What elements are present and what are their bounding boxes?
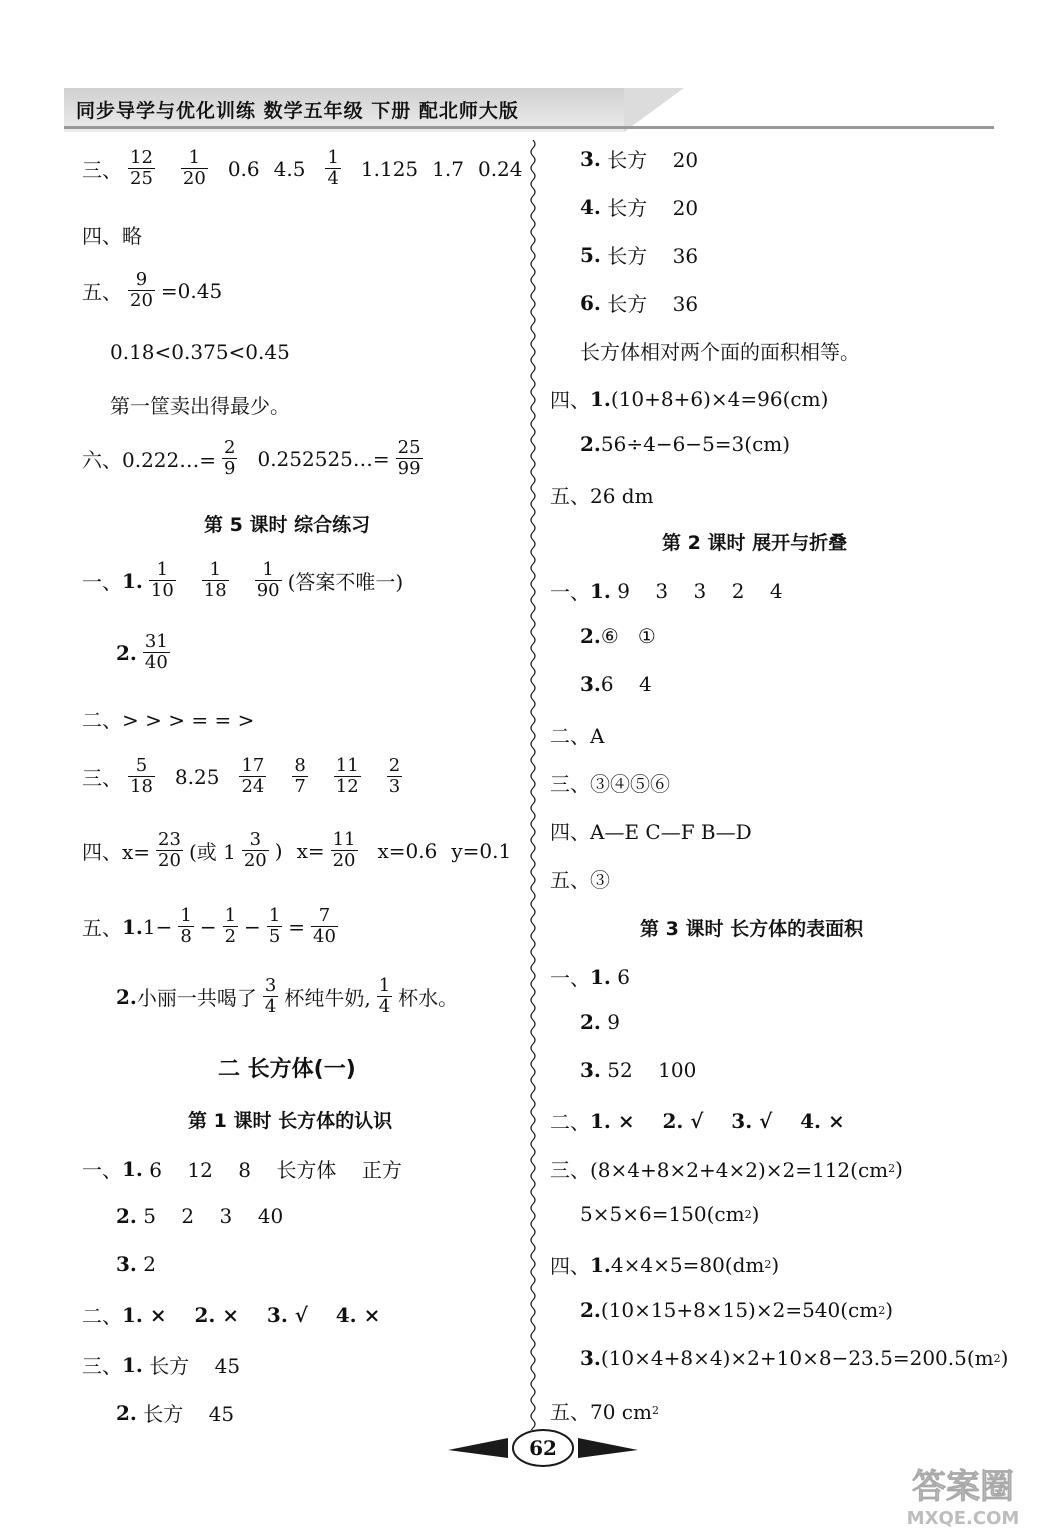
answer-r5: 长方体相对两个面的面积相等。	[580, 340, 860, 364]
answer-g8: 2. (10×15+8×15)×2=540(cm 2 )	[580, 1298, 894, 1322]
item-label: 三、	[82, 158, 122, 182]
answer-line-4: 四、略	[82, 224, 142, 248]
answer-r2: 4. 长方 20	[580, 194, 699, 220]
answer-c1: 一、 1. 6 12 8 长方体 正方	[82, 1156, 402, 1182]
fraction: $\frac{7}{40}$	[313, 905, 336, 947]
answer-e2: 2. ⑥ ①	[580, 624, 656, 648]
answer-r6: 四、 1. (10+8+6)×4=96(cm)	[550, 386, 829, 412]
answer-r3: 5. 长方 36	[580, 242, 699, 268]
header-rule	[64, 126, 994, 129]
answer-c5: 三、 1. 长方 45	[82, 1352, 241, 1378]
fraction: $\frac{12}{25}$	[130, 147, 153, 189]
fraction: $\frac{8}{7}$	[294, 755, 306, 797]
fraction: $\frac{31}{40}$	[144, 631, 168, 673]
answer-line-5c: 第一筐卖出得最少。	[110, 394, 290, 418]
answer-e7: 五、③	[550, 868, 610, 892]
book-title: 同步导学与优化训练 数学五年级 下册 配北师大版	[76, 100, 519, 122]
answer-g5: 三、(8×4+8×2+4×2)×2=112(cm 2 )	[550, 1156, 903, 1182]
answer-e3: 3. 6 4	[580, 672, 652, 696]
answer-s2: 二、> > > = = >	[82, 708, 255, 732]
fraction: $\frac{1}{10}$	[150, 559, 174, 601]
fraction: $\frac{3}{20}$	[243, 829, 267, 871]
fraction: $\frac{1}{20}$	[182, 147, 206, 189]
answer-line-3: 三、 $\frac{12}{25}$ $\frac{1}{20}$ 0.6 4.5 $\frac{1}{4}$ 1.125 1.7 0.24	[82, 147, 523, 189]
fraction: $\frac{11}{12}$	[335, 755, 359, 797]
answer-r8: 五、26 dm	[550, 484, 654, 508]
answer-s3: 三、 $\frac{5}{18}$ 8.25 $\frac{17}{24}$ $\frac{8}{7}$ $\frac{11}{12}$ $\frac{2}{3}$	[82, 755, 401, 797]
page-number: 62	[529, 1436, 557, 1460]
fraction: $\frac{1}{8}$	[180, 905, 192, 947]
answer-s1b: 2. $\frac{31}{40}$	[116, 631, 168, 673]
answer-g3: 3. 52 100	[580, 1058, 697, 1082]
answer-c3: 3. 2	[116, 1252, 156, 1276]
page-header	[64, 88, 994, 132]
fraction: $\frac{1}{4}$	[327, 147, 339, 189]
page-number-banner	[448, 1420, 638, 1470]
fraction: $\frac{9}{20}$	[130, 269, 153, 311]
answer-s5: 五、 1. 1− $\frac{1}{8}$ − $\frac{1}{2}$ − $\frac{1}{5}$ = $\frac{7}{40}$	[82, 905, 336, 947]
answer-e6: 四、A—E C—F B—D	[550, 820, 752, 844]
chapter-title: 二 长方体(一)	[218, 1057, 356, 1082]
fraction: $\frac{1}{2}$	[224, 905, 237, 947]
column-divider	[528, 140, 538, 1430]
section-heading: 第 1 课时 长方体的认识	[188, 1110, 393, 1132]
watermark-text: 答案圈	[912, 1467, 1014, 1507]
answer-g9: 3. (10×4+8×4)×2+10×8−23.5=200.5(m 2 )	[580, 1346, 1009, 1370]
fraction: $\frac{1}{90}$	[256, 559, 280, 601]
answer-e5: 三、③④⑤⑥	[550, 772, 670, 796]
answer-g4: 二、 1. × 2. √ 3. √ 4. ×	[550, 1108, 845, 1134]
answer-r1: 3. 长方 20	[580, 146, 699, 172]
answer-c6: 2. 长方 45	[116, 1400, 235, 1426]
answer-e4: 二、A	[550, 724, 605, 748]
fraction: $\frac{2}{9}$	[224, 437, 236, 479]
fraction: $\frac{2}{3}$	[388, 755, 401, 797]
answer-r7: 2. 56÷4−6−5=3(cm)	[580, 432, 791, 456]
answer-s4: 四、x= $\frac{23}{20}$ (或 1 $\frac{3}{20}$ ) x= $\frac{11}{20}$ x=0.6 y=0.1	[82, 829, 512, 871]
section-heading: 第 3 课时 长方体的表面积	[640, 918, 864, 940]
answer-s5b: 2. 小丽一共喝了 $\frac{3}{4}$ 杯纯牛奶, $\frac{1}{4}$ 杯水。	[116, 975, 459, 1017]
answer-line-5: 五、 $\frac{9}{20}$ =0.45	[82, 269, 223, 311]
answer-c4: 二、 1. × 2. × 3. √ 4. ×	[82, 1302, 381, 1328]
watermark-logo	[888, 1460, 1038, 1530]
watermark-url: MXQE.COM	[906, 1508, 1020, 1529]
answer-line-5b: 0.18<0.375<0.45	[110, 340, 290, 364]
answer-g2: 2. 9	[580, 1010, 620, 1034]
fraction: $\frac{5}{18}$	[130, 755, 153, 797]
answer-g10: 五、70 cm 2	[550, 1400, 659, 1424]
fraction: $\frac{23}{20}$	[158, 829, 181, 871]
fraction: $\frac{25}{99}$	[397, 437, 421, 479]
fraction: $\frac{1}{18}$	[203, 559, 227, 601]
answer-g6: 5×5×6=150(cm 2 )	[580, 1202, 760, 1226]
answer-g1: 一、 1. 6	[550, 964, 630, 990]
fraction: $\frac{17}{24}$	[241, 755, 265, 797]
section-heading: 第 2 课时 展开与折叠	[662, 532, 848, 554]
answer-c2: 2. 5 2 3 40	[116, 1204, 284, 1228]
answer-r4: 6. 长方 36	[580, 290, 699, 316]
fraction: $\frac{1}{4}$	[378, 975, 391, 1017]
section-heading: 第 5 课时 综合练习	[204, 514, 371, 536]
answer-g7: 四、 1. 4×4×5=80(dm 2 )	[550, 1252, 780, 1278]
fraction: $\frac{11}{20}$	[332, 829, 356, 871]
answer-e1: 一、 1. 9 3 3 2 4	[550, 578, 783, 604]
answer-line-6: 六、0.222…= $\frac{2}{9}$ 0.252525…= $\frac{25}{99}$	[82, 437, 421, 479]
answer-s1: 一、 1. $\frac{1}{10}$ $\frac{1}{18}$ $\frac{1}{90}$ (答案不唯一)	[82, 559, 404, 601]
fraction: $\frac{3}{4}$	[264, 975, 277, 1017]
fraction: $\frac{1}{5}$	[268, 905, 281, 947]
